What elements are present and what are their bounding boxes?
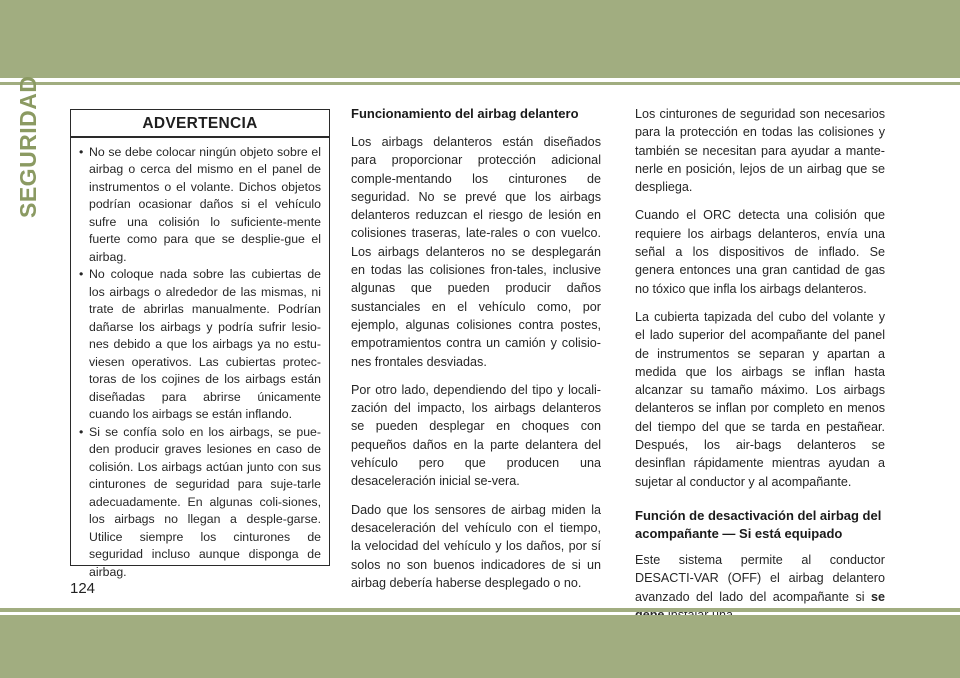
- text-column-middle: [351, 105, 601, 602]
- body-paragraph: Los cinturones de seguridad son necesarios para la protección en todas las colisiones y también se necesitan para ayudar a mante-nerle en posición, lejos de un airbag que se despliega.: [635, 107, 885, 195]
- footer-rule: [0, 608, 960, 612]
- body-paragraph: Cuando el ORC detecta una colisión que requiere los airbags delanteros, envía una señal a los dispositivos de inflado. Se genera entonces una gran cantidad de gas no tóxico que infla los airbags delanteros.: [635, 208, 885, 296]
- footer-band: [0, 615, 960, 678]
- warning-divider: [71, 136, 329, 138]
- body-paragraph: Los airbags delanteros están diseñados para proporcionar protección adicional comple-mentando los cinturones de seguridad. No se prevé que los airbags delanteros reduzcan el riesgo de lesión en colisiones traseras, late-rales o con vuelco. Los airbags delanteros no se desplegarán en todas las colisiones fron-tales, inclusive algunas que pueden producir daños sustanciales en el vehículo como, por ejemplo, algunas colisiones contra postes, empotramientos contra un camión y colisio-nes frontales desviadas.: [351, 135, 601, 369]
- section-heading: Función de desactivación del airbag del acompañante — Si está equipado: [635, 507, 882, 541]
- section-heading: Funcionamiento del airbag delantero: [351, 106, 579, 121]
- body-paragraph: Dado que los sensores de airbag miden la desaceleración del vehículo con el tiempo, la velocidad del vehículo y los daños, por sí solos no son buenos indicadores de si un airbag debería haberse desplegado o no.: [351, 502, 601, 590]
- emphasis-text: se: [870, 589, 885, 604]
- warning-title: ADVERTENCIA: [142, 115, 258, 132]
- page-number: 124: [70, 580, 96, 597]
- paragraph-text: Este sistema permite al conductor DESACTI-VAR (OFF) el airbag delantero avanzado del lado del acompañante si: [635, 552, 885, 604]
- warning-box: [70, 109, 330, 579]
- header-rule: [0, 82, 960, 85]
- warning-item: • Si se confía solo en los airbags, se pue-den producir graves lesiones en caso de colisión. Los airbags actúan junto con sus cinturones de seguridad para suje-tarle adecuadamente. En algunas coli-siones, los airbags no llegan a desple-garse. Utilice siempre los cinturones de seguridad incluso aunque disponga de airbag.: [79, 424, 321, 582]
- warning-item: • No coloque nada sobre las cubiertas de los airbags o alrededor de las mismas, ni trate de abrirlas manualmente. Podrían dañarse los airbags y podría sufrir lesio-nes debido a que los airbags ya no estu-viesen operativos. Las cubiertas protec-toras de los cojines de los airbags están diseñadas para abrirse únicamente cuando los airbags se están inflando.: [79, 266, 321, 424]
- warning-list: [71, 144, 329, 582]
- section-side-title: SEGURIDAD: [15, 75, 41, 218]
- body-paragraph: La cubierta tapizada del cubo del volante y el lado superior del acompañante del panel de instrumentos se separan y apartan a medida que los airbags se inflan hasta alcanzar su tamaño máximo. Los airbags delanteros se inflan por completo en menos del tiempo del que se tarda en pestañear. Después, los air-bags delanteros se desinflan rápidamente mientras ayudan a sujetar al conductor y al acompañante.: [635, 309, 885, 489]
- body-paragraph: Por otro lado, dependiendo del tipo y locali-zación del impacto, los airbags delanteros se pueden desplegar en choques con pequeños daños en la parte delantera del vehículo pero que producen una desaceleración inicial se-vera.: [351, 382, 601, 489]
- text-column-right: [635, 105, 885, 634]
- body-paragraph: [635, 551, 885, 624]
- header-band: [0, 0, 960, 78]
- warning-item: • No se debe colocar ningún objeto sobre el airbag o cerca del mismo en el panel de instrumentos o el volante. Dichos objetos podrían ocasionar daños si el vehículo sufre una colisión lo suficiente-mente fuerte como para que se desplie-gue el airbag.: [79, 144, 321, 267]
